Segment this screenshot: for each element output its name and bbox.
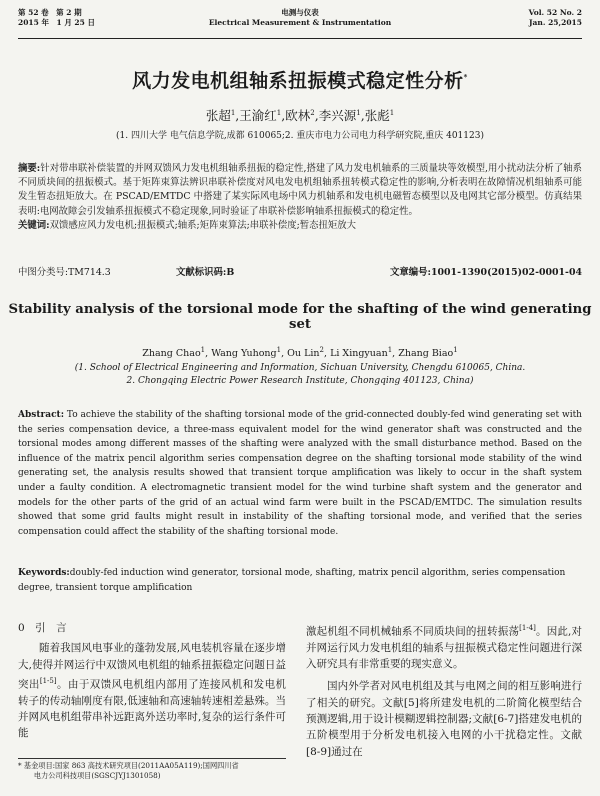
author-cn: 王渝红 (239, 108, 277, 123)
intro-paragraph-right-1 (306, 620, 582, 672)
affiliation-cn: (1. 四川大学 电气信息学院,成都 610065;2. 重庆市电力公司电力科学研究院,重庆 401123) (116, 131, 484, 141)
keywords-cn-text: 双馈感应风力发电机;扭振模式;轴系;矩阵束算法;串联补偿度;暂态扭矩放大 (49, 219, 357, 231)
footnote (18, 758, 286, 781)
author-sup: 2 (319, 346, 325, 354)
intro-text: 激起机组不同机械轴系不同质块间的扭转振荡 (306, 625, 520, 638)
author-sup: 1 (356, 108, 361, 117)
title-cn (0, 66, 600, 93)
intro-paragraph-right-2: 国内外学者对风电机组及其与电网之间的相互影响进行了相关的研究。文献[5]将所建发电机的二阶简化模型结合预测逻辑,用于设计模糊逻辑控制器;文献[6-7]搭建发电机的五阶模型用于分析发电机接入电网的小干扰稳定性。文献[8-9]通过在 (306, 680, 582, 758)
author-sup: 1 (453, 346, 458, 354)
abstract-en-text: To achieve the stability of the shafting torsional mode of the grid-connected doubly-fed wind generating set with the series compensation device, a three-mass equivalent model for the wind generator shaft was constructed and the torsional modes among different masses of the shafting were analyzed with the small disturbance method. Based on the influence of the matrix pencil algorithm series compensation degree on the shafting torsional mode stability of the wind generating set, the analysis results showed that transient torque amplification was likely to occur in the shaft system under a faulty condition. A electromagnetic transient model for the wind turbine shaft system and the generator and models for the other parts of the grid of an actual wind farm were built in the PSCAD/EMTDC. The simulation results showed that some grid faults might result in instability of the shafting torsional mode, and verified that the series compensation could affect the stability of the shafting torsional mode. (18, 410, 582, 537)
keywords-en-text: doubly-fed induction wind generator, torsional mode, shafting, matrix pencil algorithm, series compensation degree, transient torque amplification (18, 568, 566, 593)
author-en: Li Xingyuan (330, 348, 388, 360)
keywords-cn-label: 关键词: (18, 219, 50, 231)
author-cn: 张彪 (364, 108, 390, 123)
keywords-en-label: Keywords: (18, 568, 70, 578)
volume-issue: 第 52 卷 第 2 期 (18, 8, 82, 17)
author-sup: 1 (389, 108, 395, 117)
date-en: Jan. 25,2015 (528, 18, 582, 27)
abstract-cn-label: 摘要: (18, 163, 41, 174)
author-en: Zhang Chao (142, 348, 201, 360)
intro-text: 随着我国风电事业的蓬勃发展,风电装机容量在逐步增大,使得并网运行中双馈风电机组的轴系扭振稳定问题日益突出 (18, 642, 286, 691)
classification-row (18, 264, 582, 278)
issue-date-cn: 2015 年 1 月 25 日 (18, 18, 95, 27)
journal-volume-en (529, 8, 582, 28)
title-en: Stability analysis of the torsional mode for the shafting of the wind generating set (8, 302, 592, 332)
abstract-en (18, 408, 582, 539)
author-en: Zhang Biao (398, 348, 454, 360)
author-sup: 2 (310, 108, 315, 117)
footnote-line2: 电力公司科技项目(SGSCJYJ1301058) (33, 771, 161, 780)
journal-name (18, 8, 582, 28)
authors-en: Zhang Chao$^1$, Wang Yuhong$^1$, Ou Lin$^2$, Li Xingyuan$^1$, Zhang Biao$^1$ (142, 346, 458, 360)
affiliation-en-line1: (1. School of Electrical Engineering and Information, Sichuan University, Chengdu 610065, China. (74, 363, 526, 373)
authors-cn: 张超$^1$,王渝红$^1$,欧林$^2$,李兴源$^1$,张彪$^1$ (205, 108, 395, 123)
article-number: 文章编号:1001-1390(2015)02-0001-04 (390, 267, 582, 278)
affiliation-en-line2: 2. Chongqing Electric Power Research Institute, Chongqing 401123, China) (126, 376, 474, 386)
document-code: 文献标识码:B (176, 267, 235, 278)
abstract-cn-text: 针对带串联补偿装置的并网双馈风力发电机组轴系扭振的稳定性,搭建了风力发电机轴系的三质量块等效模型,用小扰动法分析了轴系不同质块间的扭振模式。基于矩阵束算法辨识串联补偿度对风电发电机组轴系扭转模式稳定性的影响,分析表明在故障情况机组轴系可能发生暂态扭矩放大。在 PSCAD/EMTDC 中搭建了某实际风电场中风力机轴系和发电机电磁暂态模型以及电网其它部分模型。仿真结果表明:电网故障会引发轴系扭振模式不稳定现象,同时验证了串联补偿影响轴系扭振模式的稳定性。 (18, 163, 582, 217)
intro-text-cont: 。因此,对并网运行风力发电机组的轴系与扭振模式稳定性问题进行深入研究具有非常重要的现实意义。 (306, 625, 582, 671)
citation: [1-4] (519, 624, 536, 632)
author-cn: 李兴源 (318, 108, 357, 123)
section-heading: 0 引 言 (18, 622, 67, 634)
intro-text-cont: 。由于双馈风电机组内部用了连接风机和发电机转子的传动轴刚度有限,低速轴和高速轴转速相差悬殊。当并网风电机组带串补远距离外送功率时,复杂的运行条件可能 (18, 678, 287, 740)
body-left-column (18, 620, 286, 742)
clc-number: 中图分类号:TM714.3 (18, 267, 111, 278)
journal-name-en: Electrical Measurement & Instrumentation (208, 18, 392, 27)
author-cn: 张超 (205, 108, 231, 123)
author-sup: 1 (276, 108, 282, 117)
abstract-cn (18, 162, 582, 233)
journal-name-cn: 电测与仪表 (281, 8, 319, 17)
title-footnote-mark: * (463, 72, 468, 82)
abstract-en-label: Abstract: (18, 410, 65, 420)
citation: [1-5] (39, 676, 57, 685)
author-sup: 1 (387, 346, 393, 354)
volume-en: Vol. 52 No. 2 (528, 8, 582, 17)
author-sup: 1 (276, 346, 282, 354)
author-en: Wang Yuhong (211, 348, 277, 360)
title-cn-text: 风力发电机组轴系扭振模式稳定性分析 (132, 70, 464, 92)
keywords-en (18, 566, 582, 595)
body-right-column (306, 620, 582, 760)
author-en: Ou Lin (287, 348, 320, 360)
affiliation-en (0, 362, 600, 388)
author-sup: 1 (230, 108, 236, 117)
page-header (18, 8, 582, 39)
intro-paragraph-left (18, 640, 286, 741)
author-sup: 1 (200, 346, 206, 354)
footnote-line1: * 基金项目:国家 863 高技术研究项目(2011AA05A119);国网四川省 (18, 761, 239, 770)
author-cn: 欧林 (285, 108, 311, 123)
